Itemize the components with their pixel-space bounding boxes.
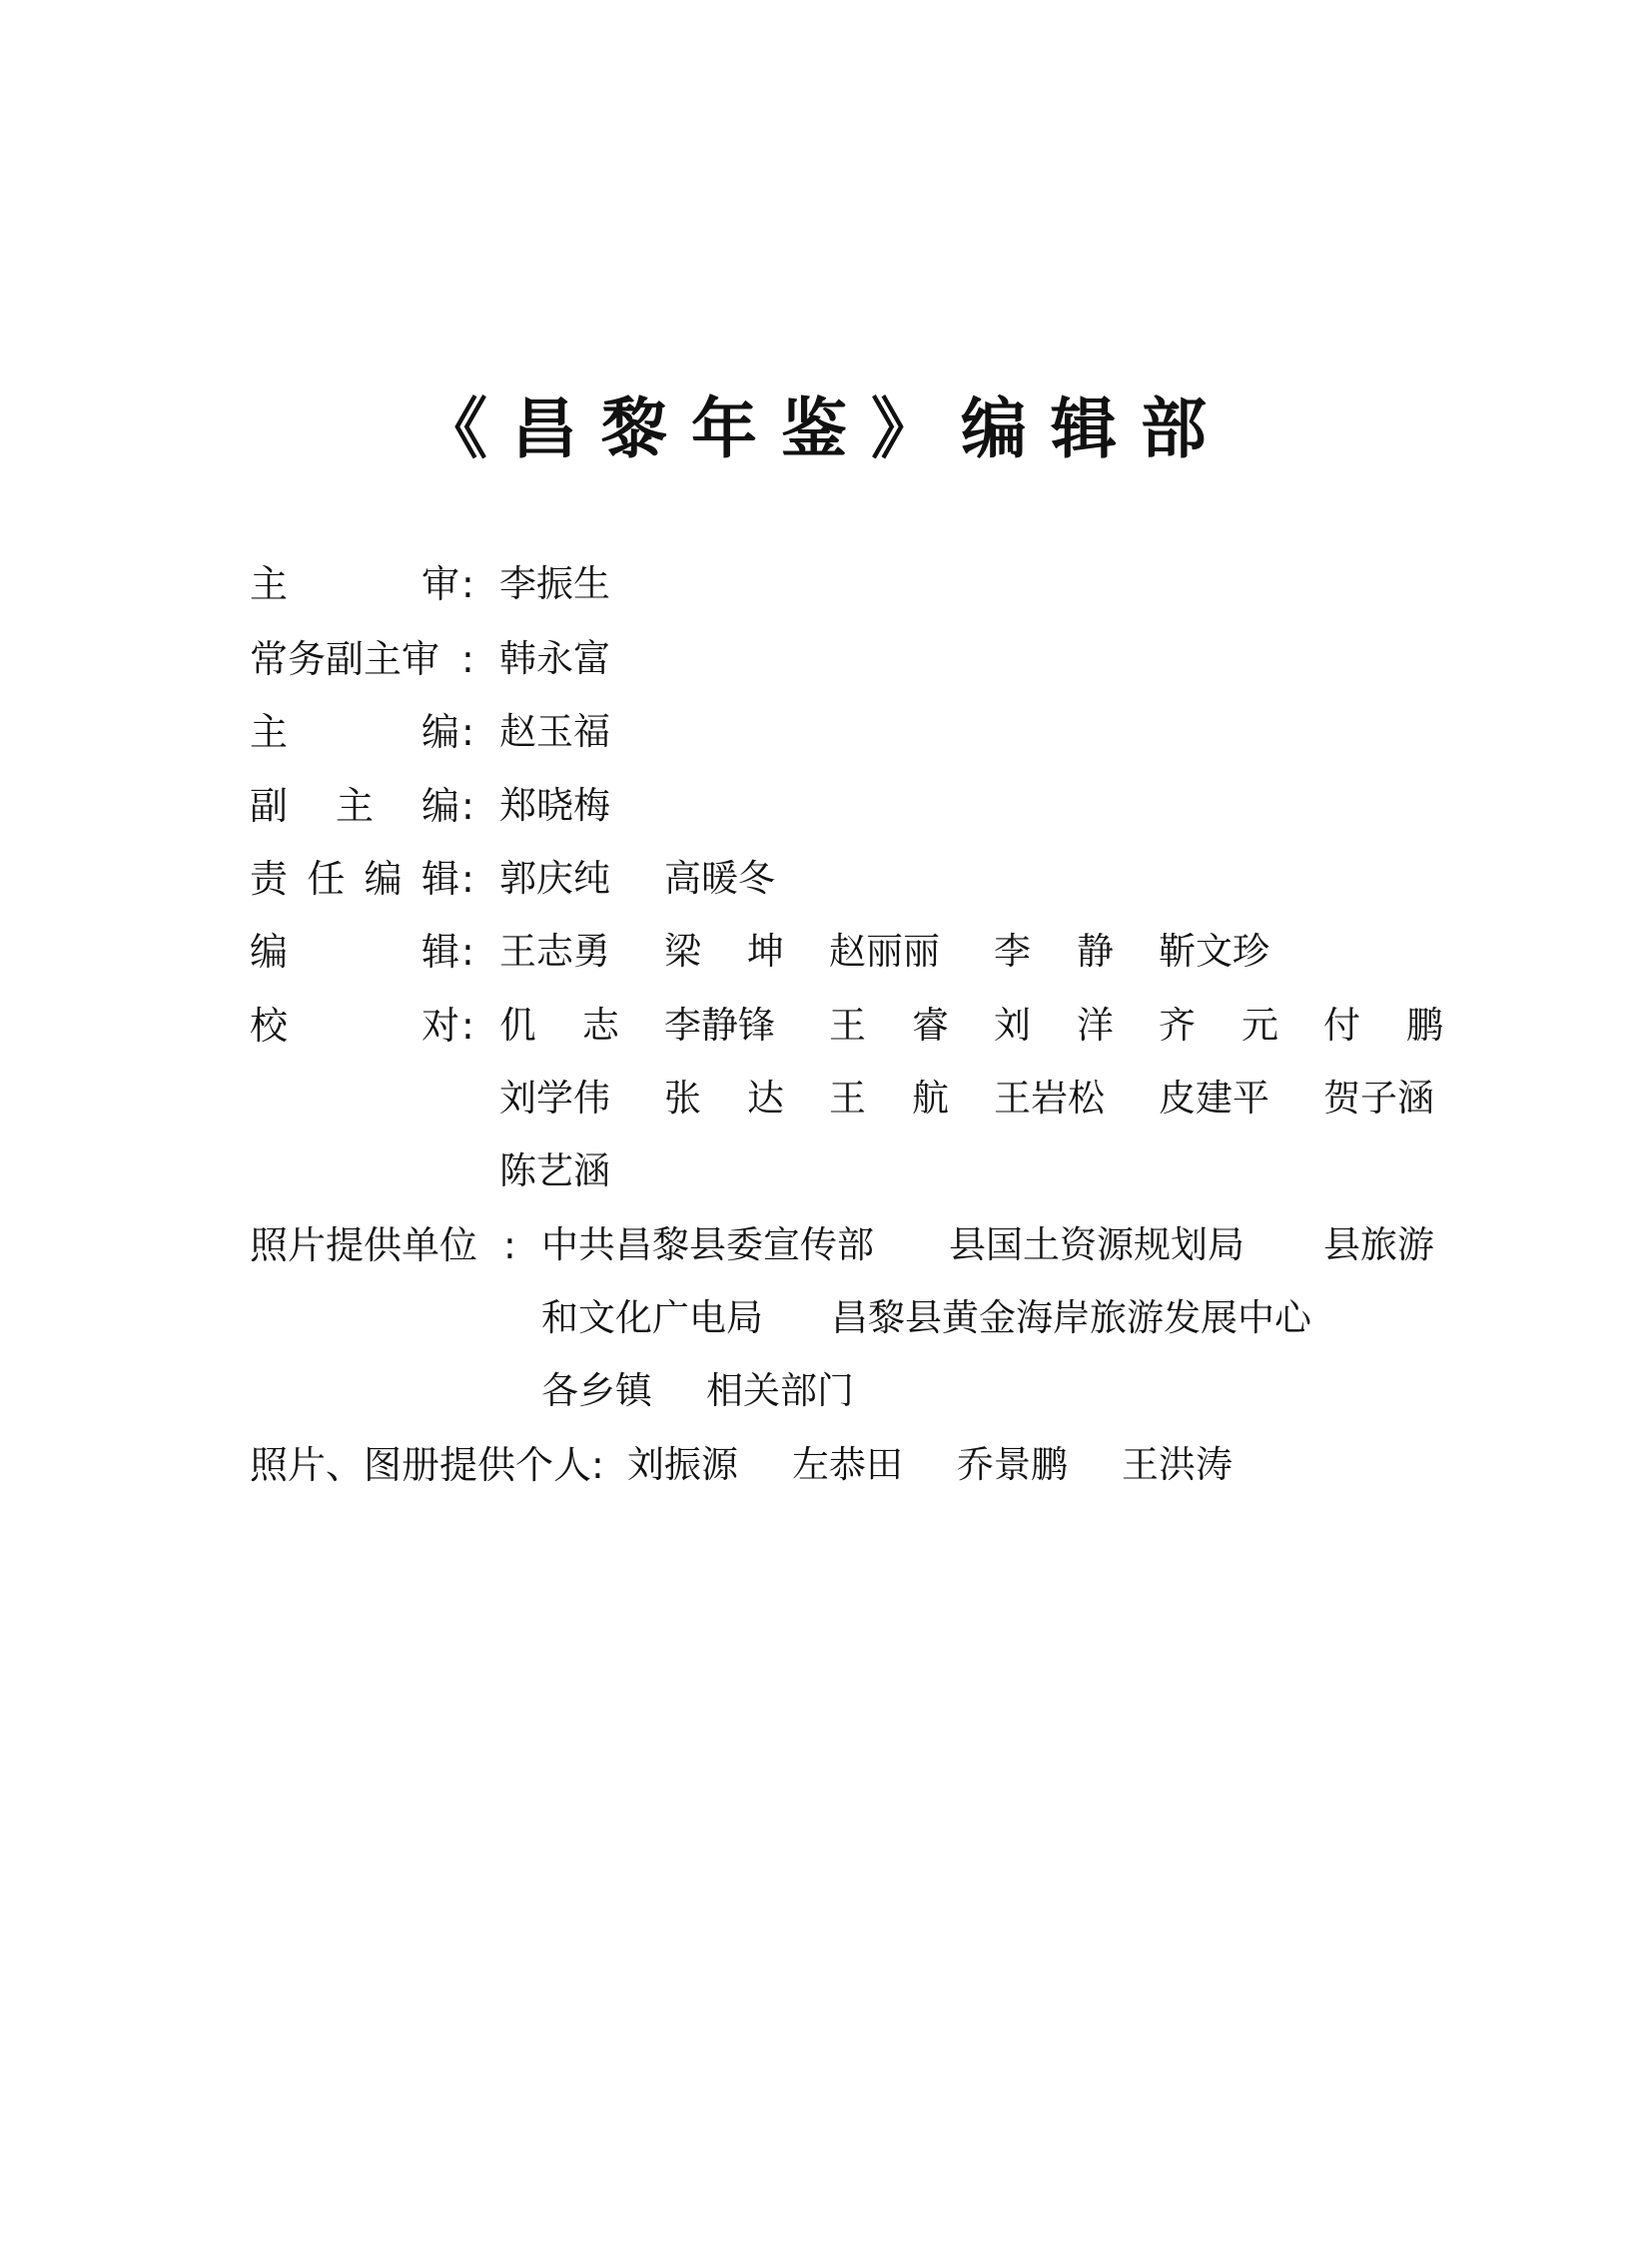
name: 韩永富 (499, 637, 610, 680)
char: 主 (335, 784, 374, 828)
proofreaders-line-2 (499, 1069, 1498, 1129)
name: 刘学伟 (499, 1077, 610, 1120)
char: 张 (664, 1077, 701, 1120)
name: 赵玉福 (499, 710, 610, 753)
name: 王岩松 (994, 1077, 1105, 1120)
name-fragment: 和文化广电局 (541, 1296, 763, 1339)
char: 辑 (420, 857, 459, 901)
name: 皮建平 (1159, 1077, 1269, 1120)
name (1159, 996, 1278, 1056)
label-editors (250, 922, 459, 982)
name: 李振生 (499, 562, 610, 605)
char: 编 (250, 930, 289, 974)
colon: : (461, 1004, 474, 1048)
name: 左恭田 (792, 1443, 903, 1486)
char: 对 (420, 1004, 459, 1048)
char: 主 (250, 562, 289, 606)
name (664, 1069, 784, 1129)
char: 航 (912, 1077, 949, 1120)
name (994, 996, 1114, 1056)
name: 刘振源 (627, 1443, 738, 1486)
label-responsible-editors (250, 849, 459, 909)
name (664, 922, 784, 982)
colon: : (461, 637, 474, 681)
label-chief-reviewer (250, 554, 459, 614)
name: 乔景鹏 (957, 1443, 1068, 1486)
label-exec-deputy-reviewer: 常务副主审 (250, 637, 440, 681)
char: 睿 (912, 1004, 949, 1047)
char: 坤 (747, 930, 784, 973)
name: 昌黎县黄金海岸旅游发展中心 (831, 1296, 1311, 1339)
char: 王 (829, 1077, 866, 1120)
name: 王洪涛 (1122, 1443, 1233, 1486)
char: 编 (420, 710, 459, 754)
char: 编 (420, 784, 459, 828)
label-chief-editor (250, 702, 459, 762)
colon: : (461, 930, 474, 974)
label-photo-units: 照片提供单位 (250, 1223, 478, 1267)
char: 李 (994, 930, 1031, 973)
name: 相关部门 (706, 1369, 854, 1412)
label-photo-individuals: 照片、图册提供个人 (250, 1443, 592, 1487)
char: 洋 (1077, 1004, 1114, 1047)
name: 高暖冬 (664, 857, 775, 900)
char: 责 (250, 857, 289, 901)
char: 元 (1241, 1004, 1278, 1047)
name (499, 996, 619, 1056)
name (994, 922, 1114, 982)
name: 郑晓梅 (499, 784, 610, 827)
name: 李静锋 (664, 1004, 775, 1047)
colon: : (461, 562, 474, 606)
name (829, 1069, 949, 1129)
char: 辑 (420, 930, 459, 974)
char: 审 (420, 562, 459, 606)
name: 各乡镇 (541, 1369, 652, 1412)
name (829, 996, 949, 1056)
char: 校 (250, 1004, 289, 1048)
colon: : (591, 1443, 604, 1487)
name (1323, 996, 1443, 1056)
colon: : (461, 784, 474, 828)
name: 陈艺涵 (499, 1149, 610, 1192)
photo-units-line-2 (541, 1288, 1540, 1348)
proofreaders-line-3 (499, 1141, 899, 1201)
name: 靳文珍 (1159, 930, 1269, 973)
char: 付 (1323, 1004, 1360, 1047)
colon: : (461, 710, 474, 754)
label-deputy-chief-editor (250, 776, 459, 836)
name: 王志勇 (499, 930, 610, 973)
char: 达 (747, 1077, 784, 1120)
name: 贺子涵 (1323, 1077, 1434, 1120)
colon: : (503, 1223, 516, 1267)
char: 志 (582, 1004, 619, 1047)
char: 梁 (664, 930, 701, 973)
label-proofreaders (250, 996, 459, 1056)
char: 鹏 (1406, 1004, 1443, 1047)
char: 副 (250, 784, 289, 828)
name-part (541, 1288, 763, 1348)
name: 赵丽丽 (829, 930, 940, 973)
name: 中共昌黎县委宣传部 (541, 1223, 874, 1266)
char: 仉 (499, 1004, 536, 1047)
photo-units-line-3 (541, 1361, 1141, 1421)
name-fragment: 县旅游 (1323, 1223, 1434, 1266)
char: 刘 (994, 1004, 1031, 1047)
char: 静 (1077, 930, 1114, 973)
char: 任 (307, 857, 346, 901)
char: 主 (250, 710, 289, 754)
char: 齐 (1159, 1004, 1196, 1047)
char: 编 (364, 857, 403, 901)
name: 县国土资源规划局 (949, 1223, 1244, 1266)
page-title: 《昌黎年鉴》编辑部 (421, 390, 1231, 467)
name-part (1323, 1215, 1508, 1275)
colon: : (461, 857, 474, 901)
name: 郭庆纯 (499, 857, 610, 900)
char: 王 (829, 1004, 866, 1047)
